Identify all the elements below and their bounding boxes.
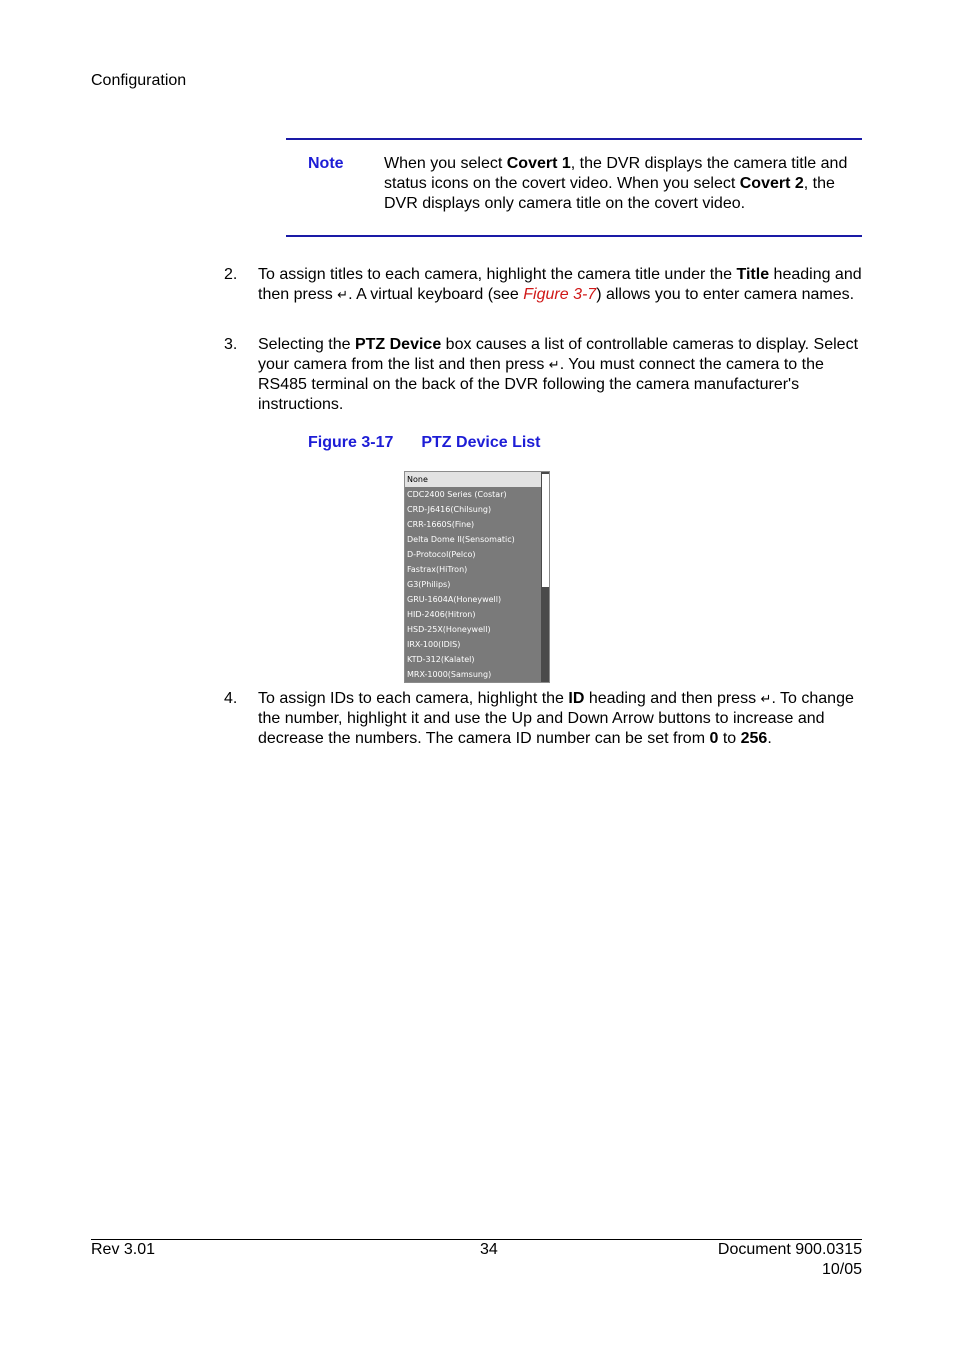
enter-key-icon: ↵ — [337, 287, 349, 302]
note-bottom-rule — [286, 235, 862, 237]
scrollbar-thumb[interactable] — [542, 474, 549, 587]
note-text: When you select Covert 1, the DVR displays the camera title and status icons on the covert video. When you select Covert 2, the DVR displays only camera title on the covert video. — [384, 155, 848, 212]
document-number: Document 900.0315 — [717, 1241, 862, 1258]
ptz-device-item[interactable]: CRR-1660S(Fine) — [407, 520, 475, 529]
step-text: To assign titles to each camera, highlight the camera title under the Title heading and then press ↵. A virtual keyboard (see Figure 3-7) allows you to enter camera names. — [258, 266, 862, 303]
ptz-device-item[interactable]: MRX-1000(Samsung) — [407, 670, 492, 679]
ptz-device-item[interactable]: CRD-J6416(Chilsung) — [407, 505, 492, 514]
step-number: 4. — [224, 690, 238, 707]
ptz-device-item[interactable]: G3(Philips) — [407, 580, 451, 589]
ptz-device-item[interactable]: Delta Dome II(Sensomatic) — [407, 535, 515, 544]
step-number: 2. — [224, 266, 238, 283]
ptz-device-item[interactable]: HSD-25X(Honeywell) — [407, 625, 491, 634]
ptz-device-item[interactable]: GRU-1604A(Honeywell) — [407, 595, 502, 604]
figure-caption — [308, 433, 541, 453]
note-label: Note — [308, 155, 344, 172]
ptz-device-item[interactable]: IRX-100(IDIS) — [407, 640, 461, 649]
footer-revision: Rev 3.01 — [91, 1241, 156, 1258]
step-text: To assign IDs to each camera, highlight the ID heading and then press ↵. To change the number, highlight it and use the Up and Down Arrow buttons to increase and decrease the numbers. The camera ID number can be set from 0 to 256. — [258, 690, 854, 747]
ptz-device-item[interactable]: D-Protocol(Pelco) — [407, 550, 476, 559]
enter-key-icon: ↵ — [548, 357, 560, 372]
ptz-list-scrollbar[interactable] — [541, 472, 550, 682]
ptz-device-item[interactable]: KTD-312(Kalatel) — [407, 655, 475, 664]
figure-title: PTZ Device List — [421, 434, 541, 451]
step-number: 3. — [224, 336, 238, 353]
page-number: 34 — [480, 1241, 498, 1258]
ptz-device-list — [404, 471, 550, 683]
step-text: Selecting the PTZ Device box causes a list of controllable cameras to display. Select your camera from the list and then press ↵. You must connect the camera to the RS485 terminal on the back of the DVR following the camera manufacturer's instructions. — [258, 336, 859, 413]
ptz-device-item[interactable]: HID-2406(Hitron) — [407, 610, 476, 619]
ptz-device-item[interactable]: CDC2400 Series (Costar) — [407, 490, 507, 499]
running-header: Configuration — [91, 72, 187, 89]
note-top-rule — [286, 138, 862, 140]
figure-3-7-link[interactable]: Figure 3-7 — [523, 286, 597, 303]
ptz-device-item[interactable]: Fastrax(HiTron) — [407, 565, 468, 574]
figure-number: Figure 3-17 — [308, 434, 394, 451]
ptz-device-items — [405, 472, 541, 682]
enter-key-icon: ↵ — [760, 691, 772, 706]
document-date: 10/05 — [821, 1261, 862, 1278]
ptz-device-item[interactable]: None — [405, 472, 541, 487]
footer-document — [718, 1240, 862, 1280]
